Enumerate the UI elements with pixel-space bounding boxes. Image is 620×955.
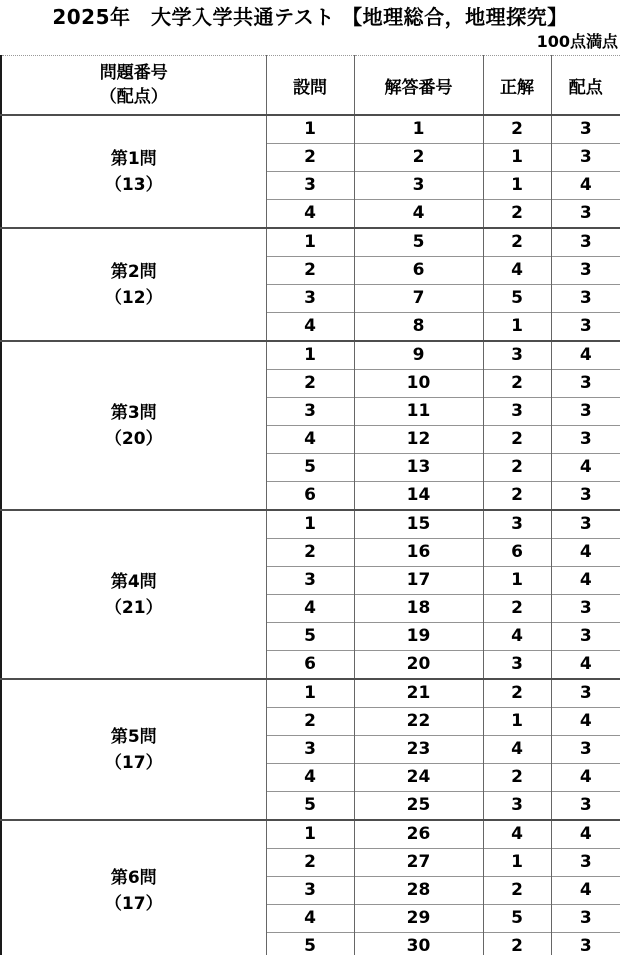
subquestion-cell: 3 [266,285,354,313]
table-row [1,341,620,370]
answer-number-cell: 13 [354,454,483,482]
table-row [1,115,620,144]
subquestion-cell: 4 [266,595,354,623]
question-label: 第1問 [110,148,157,169]
table-row [1,510,620,539]
header-points: 配点 [551,56,620,116]
correct-answer-cell: 3 [483,651,551,680]
subquestion-cell: 5 [266,454,354,482]
question-label: 第5問 [110,726,157,747]
points-cell: 3 [551,510,620,539]
correct-answer-cell: 4 [483,257,551,285]
header-question-number [1,56,266,116]
subquestion-cell: 2 [266,257,354,285]
answer-number-cell: 25 [354,792,483,821]
points-cell: 3 [551,849,620,877]
correct-answer-cell: 2 [483,426,551,454]
points-cell: 3 [551,736,620,764]
subquestion-cell: 6 [266,482,354,511]
points-cell: 4 [551,454,620,482]
correct-answer-cell: 3 [483,792,551,821]
points-cell: 3 [551,313,620,342]
answer-number-cell: 1 [354,115,483,144]
points-cell: 3 [551,228,620,257]
correct-answer-cell: 4 [483,736,551,764]
points-cell: 4 [551,820,620,849]
answer-key-table [0,55,620,955]
points-cell: 3 [551,933,620,955]
correct-answer-cell: 2 [483,200,551,229]
table-row [1,228,620,257]
correct-answer-cell: 3 [483,341,551,370]
table-row [1,820,620,849]
subquestion-cell: 5 [266,792,354,821]
question-points: （17） [104,893,163,914]
correct-answer-cell: 2 [483,228,551,257]
answer-number-cell: 17 [354,567,483,595]
points-cell: 4 [551,708,620,736]
points-cell: 4 [551,877,620,905]
correct-answer-cell: 2 [483,679,551,708]
points-cell: 3 [551,285,620,313]
subquestion-cell: 1 [266,115,354,144]
answer-number-cell: 4 [354,200,483,229]
table-row [1,679,620,708]
answer-number-cell: 18 [354,595,483,623]
header-subquestion: 設問 [266,56,354,116]
points-cell: 4 [551,539,620,567]
header-answer-number: 解答番号 [354,56,483,116]
correct-answer-cell: 1 [483,313,551,342]
subquestion-cell: 1 [266,820,354,849]
question-points: （17） [104,752,163,773]
answer-number-cell: 24 [354,764,483,792]
answer-number-cell: 29 [354,905,483,933]
subquestion-cell: 2 [266,370,354,398]
correct-answer-cell: 1 [483,708,551,736]
question-number-cell [1,115,266,228]
points-cell: 4 [551,172,620,200]
points-cell: 3 [551,200,620,229]
points-cell: 4 [551,341,620,370]
question-number-cell [1,228,266,341]
subquestion-cell: 1 [266,341,354,370]
question-label: 第4問 [110,571,157,592]
header-question-number-line2: （配点） [99,87,168,107]
points-cell: 4 [551,651,620,680]
answer-number-cell: 16 [354,539,483,567]
answer-number-cell: 28 [354,877,483,905]
correct-answer-cell: 3 [483,510,551,539]
subquestion-cell: 2 [266,539,354,567]
correct-answer-cell: 6 [483,539,551,567]
header-row [1,56,620,116]
question-number-cell [1,820,266,955]
points-cell: 3 [551,257,620,285]
question-number-cell [1,510,266,679]
subquestion-cell: 5 [266,933,354,955]
points-cell: 3 [551,115,620,144]
question-number-cell [1,679,266,820]
answer-table-body [1,115,620,955]
answer-number-cell: 7 [354,285,483,313]
correct-answer-cell: 2 [483,933,551,955]
question-points: （12） [104,287,163,308]
header-correct-answer: 正解 [483,56,551,116]
subquestion-cell: 3 [266,736,354,764]
subquestion-cell: 1 [266,510,354,539]
points-cell: 3 [551,623,620,651]
answer-number-cell: 14 [354,482,483,511]
points-cell: 3 [551,482,620,511]
answer-number-cell: 11 [354,398,483,426]
subquestion-cell: 2 [266,849,354,877]
subquestion-cell: 4 [266,426,354,454]
subquestion-cell: 1 [266,679,354,708]
correct-answer-cell: 4 [483,820,551,849]
points-cell: 4 [551,764,620,792]
correct-answer-cell: 1 [483,144,551,172]
header-question-number-line1: 問題番号 [99,63,168,83]
answer-number-cell: 30 [354,933,483,955]
question-label: 第3問 [110,402,157,423]
subquestion-cell: 3 [266,172,354,200]
answer-number-cell: 15 [354,510,483,539]
correct-answer-cell: 2 [483,764,551,792]
answer-number-cell: 12 [354,426,483,454]
points-cell: 3 [551,398,620,426]
points-cell: 4 [551,567,620,595]
subquestion-cell: 4 [266,764,354,792]
correct-answer-cell: 2 [483,877,551,905]
points-cell: 3 [551,905,620,933]
page-title: 2025年 大学入学共通テスト 【地理総合，地理探究】 [52,5,568,29]
answer-number-cell: 27 [354,849,483,877]
subquestion-cell: 4 [266,905,354,933]
answer-number-cell: 22 [354,708,483,736]
subquestion-cell: 1 [266,228,354,257]
answer-number-cell: 19 [354,623,483,651]
subquestion-cell: 2 [266,708,354,736]
answer-number-cell: 26 [354,820,483,849]
correct-answer-cell: 2 [483,454,551,482]
answer-number-cell: 2 [354,144,483,172]
question-number-cell [1,341,266,510]
answer-number-cell: 5 [354,228,483,257]
points-cell: 3 [551,792,620,821]
question-label: 第6問 [110,867,157,888]
question-points: （13） [104,174,163,195]
answer-number-cell: 6 [354,257,483,285]
correct-answer-cell: 4 [483,623,551,651]
answer-number-cell: 8 [354,313,483,342]
subquestion-cell: 6 [266,651,354,680]
table-header [1,56,620,116]
question-points: （21） [104,597,163,618]
correct-answer-cell: 5 [483,905,551,933]
points-cell: 3 [551,679,620,708]
answer-number-cell: 21 [354,679,483,708]
correct-answer-cell: 2 [483,595,551,623]
correct-answer-cell: 3 [483,398,551,426]
subquestion-cell: 5 [266,623,354,651]
question-label: 第2問 [110,261,157,282]
points-cell: 3 [551,426,620,454]
question-points: （20） [104,428,163,449]
max-score-label: 100点満点 [536,32,618,51]
points-cell: 3 [551,370,620,398]
points-cell: 3 [551,144,620,172]
correct-answer-cell: 2 [483,115,551,144]
subquestion-cell: 3 [266,398,354,426]
correct-answer-cell: 1 [483,172,551,200]
subquestion-cell: 4 [266,313,354,342]
subquestion-cell: 3 [266,877,354,905]
answer-number-cell: 23 [354,736,483,764]
subquestion-cell: 2 [266,144,354,172]
answer-number-cell: 9 [354,341,483,370]
subquestion-cell: 4 [266,200,354,229]
answer-number-cell: 20 [354,651,483,680]
correct-answer-cell: 5 [483,285,551,313]
answer-number-cell: 3 [354,172,483,200]
correct-answer-cell: 2 [483,482,551,511]
subquestion-cell: 3 [266,567,354,595]
correct-answer-cell: 1 [483,567,551,595]
points-cell: 3 [551,595,620,623]
correct-answer-cell: 1 [483,849,551,877]
answer-number-cell: 10 [354,370,483,398]
correct-answer-cell: 2 [483,370,551,398]
